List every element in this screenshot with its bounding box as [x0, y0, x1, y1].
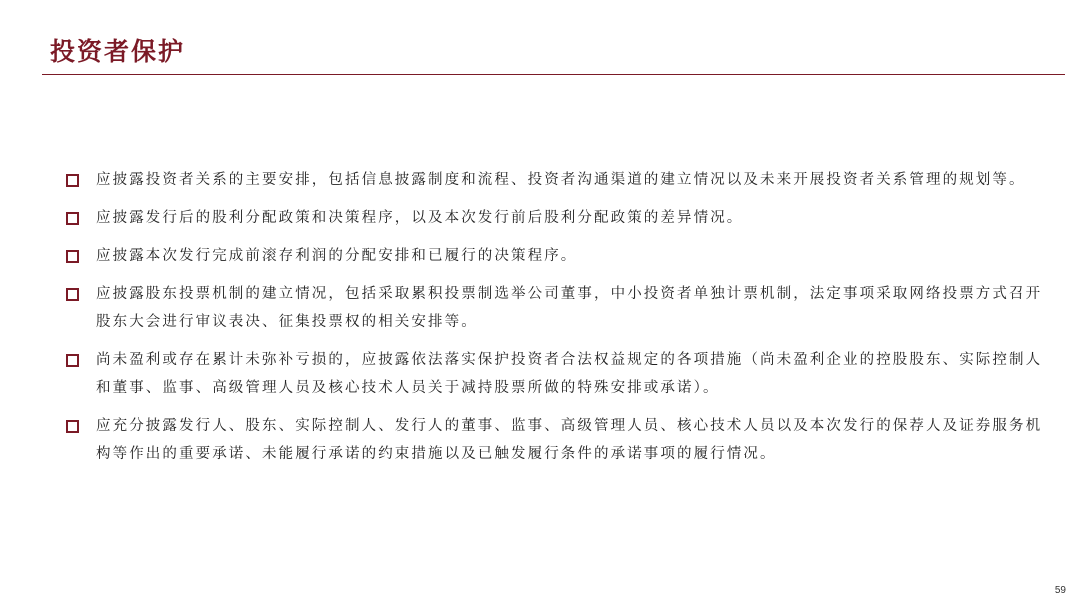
bullet-list [64, 166, 1044, 478]
page-title: 投资者保护 [50, 37, 186, 66]
list-item-text: 尚未盈利或存在累计未弥补亏损的，应披露依法落实保护投资者合法权益规定的各项措施（尚未盈利企业的控股股东、实际控制人和董事、监事、高级管理人员及核心技术人员关于减持股票所做的特殊安排或承诺）。 [96, 352, 1043, 396]
list-item [64, 204, 1044, 232]
square-bullet-icon [66, 354, 79, 367]
list-item [64, 412, 1044, 468]
list-item [64, 346, 1044, 402]
square-bullet-icon [66, 174, 79, 187]
list-item-text: 应披露发行后的股利分配政策和决策程序，以及本次发行前后股利分配政策的差异情况。 [96, 210, 744, 226]
square-bullet-icon [66, 288, 79, 301]
list-item [64, 242, 1044, 270]
list-item-text: 应披露本次发行完成前滚存利润的分配安排和已履行的决策程序。 [96, 248, 578, 264]
square-bullet-icon [66, 250, 79, 263]
square-bullet-icon [66, 212, 79, 225]
list-item [64, 166, 1044, 194]
list-item-text: 应披露股东投票机制的建立情况，包括采取累积投票制选举公司董事，中小投资者单独计票机制，法定事项采取网络投票方式召开股东大会进行审议表决、征集投票权的相关安排等。 [96, 286, 1043, 330]
list-item [64, 280, 1044, 336]
list-item-text: 应充分披露发行人、股东、实际控制人、发行人的董事、监事、高级管理人员、核心技术人员以及本次发行的保荐人及证券服务机构等作出的重要承诺、未能履行承诺的约束措施以及已触发履行条件的承诺事项的履行情况。 [96, 418, 1043, 462]
page-number: 59 [1054, 585, 1066, 596]
list-item-text: 应披露投资者关系的主要安排，包括信息披露制度和流程、投资者沟通渠道的建立情况以及未来开展投资者关系管理的规划等。 [96, 172, 1026, 188]
title-divider [42, 74, 1065, 75]
square-bullet-icon [66, 420, 79, 433]
